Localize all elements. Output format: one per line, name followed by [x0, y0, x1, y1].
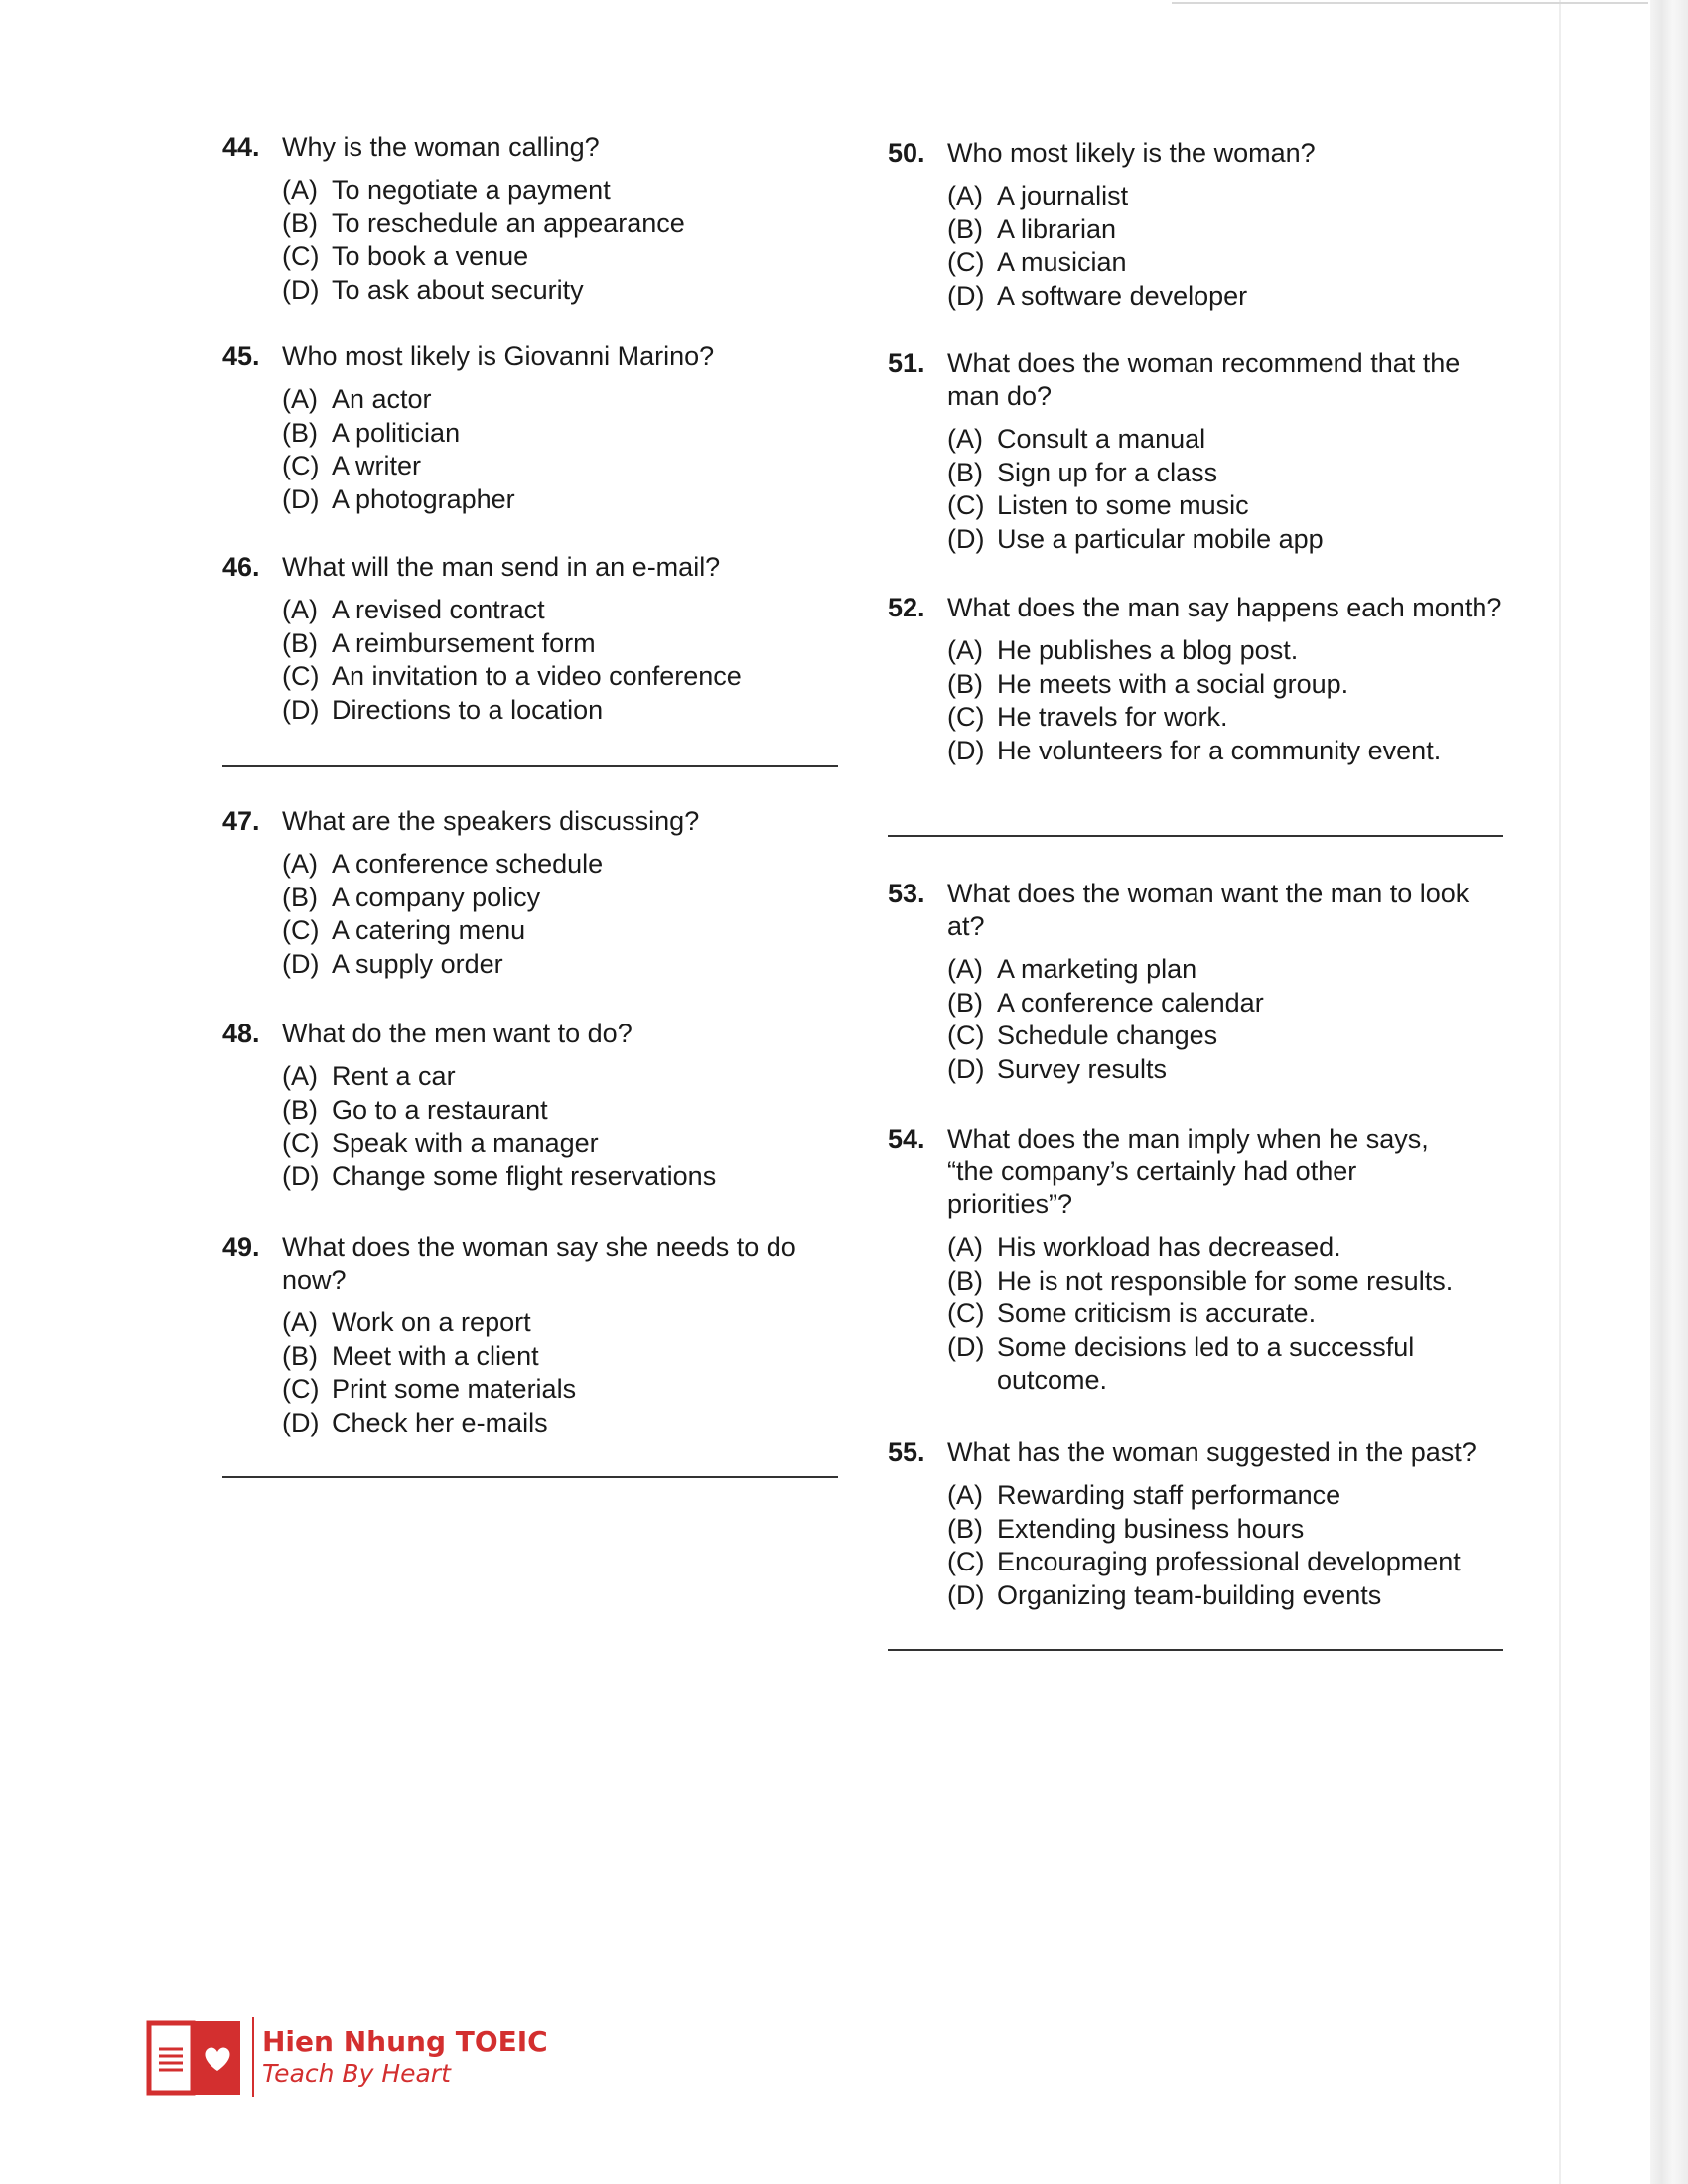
- option-d: (D) A supply order: [282, 948, 503, 979]
- question-44: [222, 131, 838, 307]
- option-b: (B) He meets with a social group.: [947, 668, 1349, 699]
- option-c: (C) Listen to some music: [947, 490, 1249, 520]
- question-text: What does the man imply when he says, “the company’s certainly had other priorities”?: [947, 1124, 1429, 1219]
- option-d: (D) He volunteers for a community event.: [947, 735, 1442, 765]
- option-a: (A) He publishes a blog post.: [947, 635, 1299, 665]
- option-c: (C) A musician: [947, 247, 1127, 277]
- option-a: (A) To negotiate a payment: [282, 175, 611, 205]
- page-edge-shadow: [1650, 0, 1688, 2184]
- brand-logo: [145, 2015, 548, 2099]
- page-edge-line: [1559, 0, 1561, 2184]
- book-heart-icon: [145, 2015, 244, 2099]
- question-number: 51.: [888, 348, 925, 378]
- brand-tagline: Teach By Heart: [262, 2059, 451, 2088]
- option-a: (A) A conference schedule: [282, 849, 604, 879]
- option-b: (B) Sign up for a class: [947, 457, 1218, 487]
- option-c: (C) Schedule changes: [947, 1021, 1218, 1050]
- question-text: What has the woman suggested in the past?: [947, 1437, 1477, 1467]
- option-b: (B) Go to a restaurant: [282, 1094, 548, 1125]
- option-c: (C) Some criticism is accurate.: [947, 1298, 1317, 1328]
- option-c: (C) He travels for work.: [947, 702, 1228, 732]
- section-divider: [888, 835, 1503, 837]
- question-text: What does the woman recommend that the man do?: [947, 348, 1461, 411]
- logo-divider: [252, 2017, 254, 2097]
- question-text: What do the men want to do?: [282, 1019, 633, 1048]
- question-45: [222, 341, 838, 516]
- question-52: [888, 592, 1503, 767]
- question-47: [222, 805, 838, 981]
- option-a: (A) His workload has decreased.: [947, 1232, 1341, 1262]
- question-51: [888, 347, 1503, 556]
- question-text: Why is the woman calling?: [282, 132, 600, 162]
- question-46: [222, 551, 838, 727]
- question-text: What does the man say happens each month?: [947, 593, 1502, 622]
- option-b: (B) A reimbursement form: [282, 627, 596, 658]
- option-a: (A) Rent a car: [282, 1061, 456, 1091]
- option-a: (A) Rewarding staff performance: [947, 1480, 1341, 1510]
- question-54: [888, 1123, 1503, 1398]
- option-d: (D) A software developer: [947, 280, 1248, 311]
- question-number: 47.: [222, 806, 260, 836]
- option-d: (D) Change some flight reservations: [282, 1160, 717, 1191]
- option-b: (B) A politician: [282, 417, 461, 448]
- question-number: 50.: [888, 138, 925, 168]
- option-d: (D) Check her e-mails: [282, 1407, 548, 1437]
- question-53: [888, 878, 1503, 1086]
- option-b: (B) To reschedule an appearance: [282, 207, 685, 238]
- question-number: 53.: [888, 879, 925, 908]
- option-b: (B) Extending business hours: [947, 1513, 1305, 1544]
- question-number: 48.: [222, 1019, 260, 1048]
- question-number: 54.: [888, 1124, 925, 1154]
- option-c: (C) An invitation to a video conference: [282, 661, 742, 691]
- question-number: 46.: [222, 552, 260, 582]
- option-a: (A) A revised contract: [282, 595, 545, 624]
- option-a: (A) An actor: [282, 384, 432, 414]
- question-number: 52.: [888, 593, 925, 622]
- question-50: [888, 137, 1503, 313]
- option-c: (C) Speak with a manager: [282, 1128, 599, 1158]
- option-d: (D) A photographer: [282, 483, 515, 514]
- question-text: What are the speakers discussing?: [282, 806, 700, 836]
- option-d: (D) Directions to a location: [282, 694, 604, 725]
- section-divider: [222, 1476, 838, 1478]
- option-c: (C) Print some materials: [282, 1374, 577, 1404]
- brand-name: Hien Nhung TOEIC: [262, 2025, 548, 2058]
- option-c: (C) A catering menu: [282, 915, 526, 945]
- option-d: (D) Organizing team-building events: [947, 1579, 1382, 1610]
- section-divider: [222, 765, 838, 767]
- option-b: (B) A librarian: [947, 213, 1117, 244]
- option-d: (D) To ask about security: [282, 274, 584, 305]
- option-b: (B) A conference calendar: [947, 987, 1264, 1018]
- question-number: 55.: [888, 1437, 925, 1467]
- option-a: (A) A journalist: [947, 181, 1129, 210]
- question-text: What does the woman want the man to look at?: [947, 879, 1470, 941]
- option-d: (D) Some decisions led to a successful outcome.: [947, 1331, 1415, 1395]
- question-text: What will the man send in an e-mail?: [282, 552, 721, 582]
- question-49: [222, 1231, 838, 1439]
- option-a: (A) A marketing plan: [947, 954, 1197, 984]
- question-48: [222, 1018, 838, 1193]
- question-text: Who most likely is the woman?: [947, 138, 1316, 168]
- option-c: (C) A writer: [282, 451, 422, 480]
- option-a: (A) Work on a report: [282, 1307, 531, 1337]
- page-top-edge: [1172, 2, 1648, 4]
- option-b: (B) A company policy: [282, 882, 541, 912]
- question-number: 45.: [222, 341, 260, 371]
- option-c: (C) Encouraging professional development: [947, 1547, 1461, 1576]
- question-number: 44.: [222, 132, 260, 162]
- question-55: [888, 1436, 1503, 1612]
- question-text: Who most likely is Giovanni Marino?: [282, 341, 715, 371]
- option-c: (C) To book a venue: [282, 241, 529, 271]
- option-a: (A) Consult a manual: [947, 424, 1206, 454]
- option-d: (D) Survey results: [947, 1053, 1168, 1084]
- section-divider: [888, 1649, 1503, 1651]
- question-number: 49.: [222, 1232, 260, 1262]
- option-d: (D) Use a particular mobile app: [947, 523, 1324, 554]
- question-text: What does the woman say she needs to do now?: [282, 1232, 796, 1295]
- option-b: (B) He is not responsible for some results.: [947, 1265, 1454, 1296]
- option-b: (B) Meet with a client: [282, 1340, 539, 1371]
